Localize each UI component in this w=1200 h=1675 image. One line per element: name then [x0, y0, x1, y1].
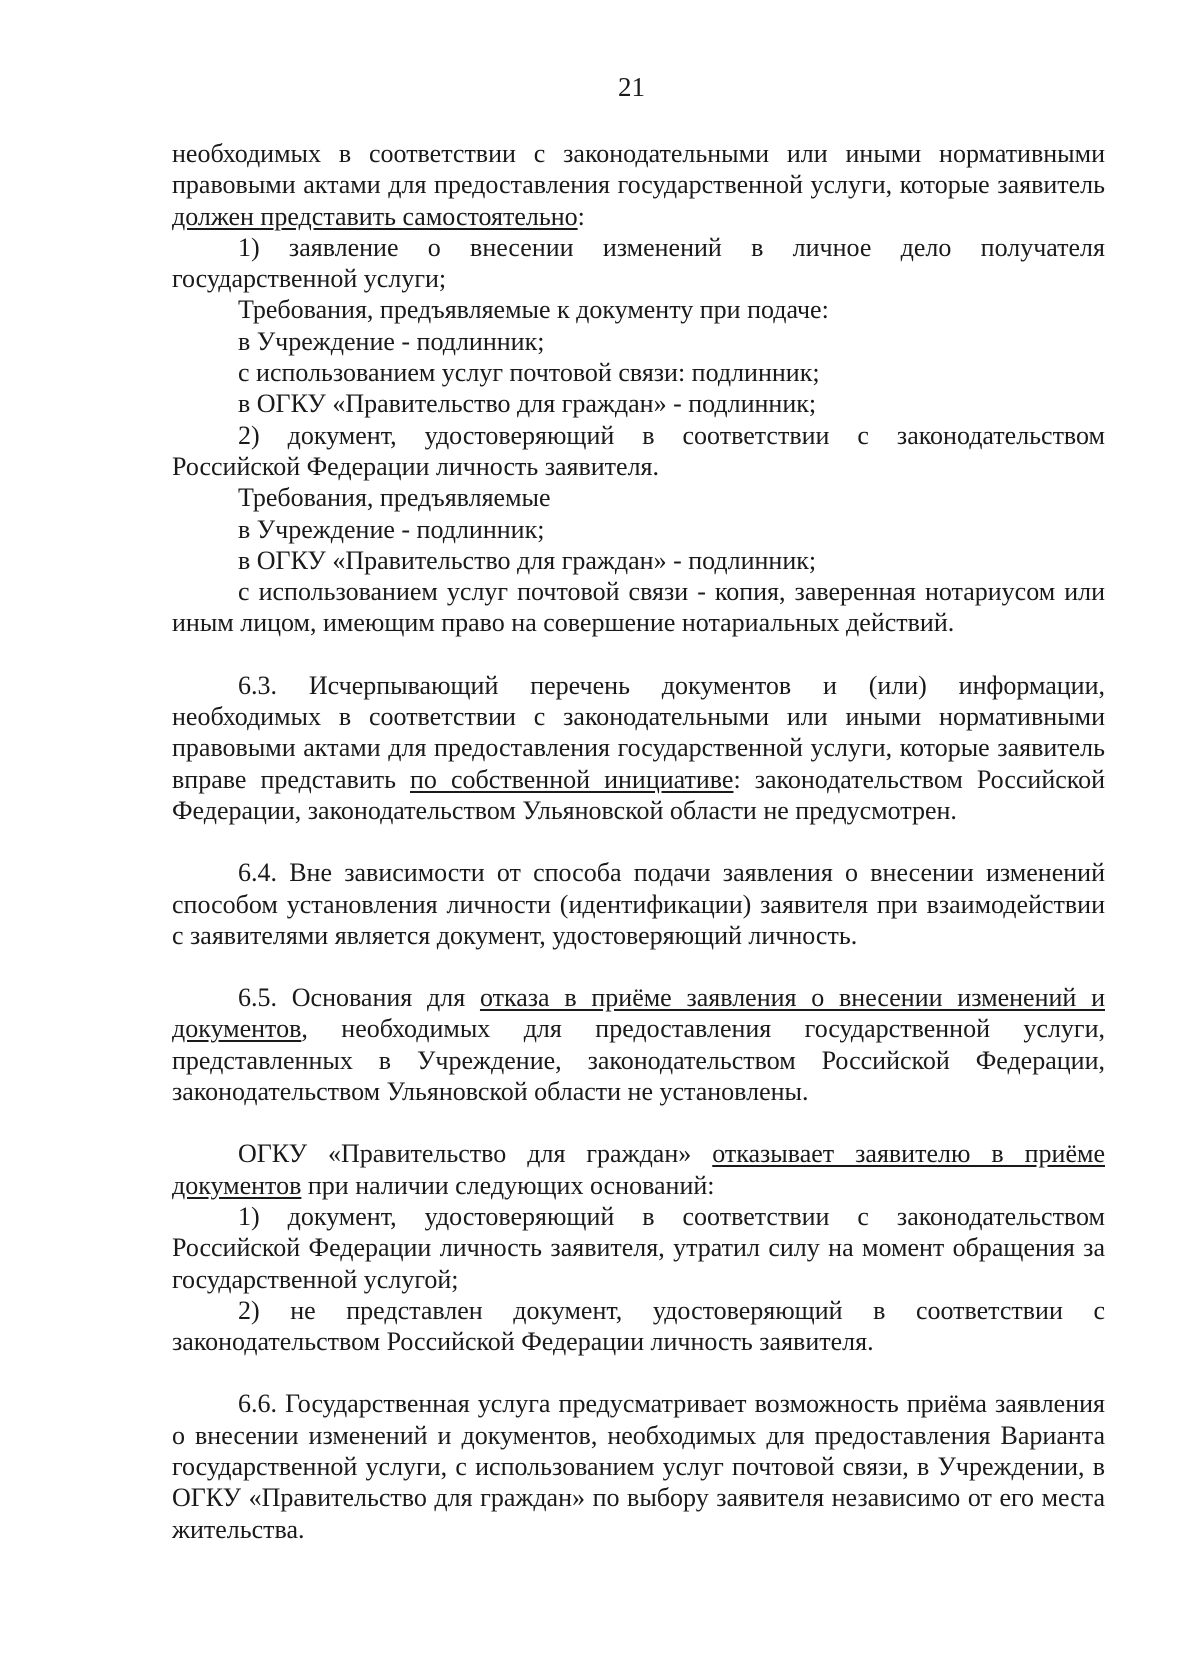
paragraph: [172, 1138, 1105, 1201]
list-item: 2) документ, удостоверяющий в соответствии с законодательством Российской Федерации личность заявителя.: [172, 420, 1105, 481]
paragraph: в ОГКУ «Правительство для граждан» - подлинник;: [238, 389, 817, 419]
list-item: 2) не представлен документ, удостоверяющий в соответствии с законодательством Российской Федерации личность заявителя.: [172, 1295, 1105, 1357]
underlined-text: отказа в приёме заявления о внесении изменений и документов: [172, 983, 1105, 1044]
paragraph-text: ОГКУ «Правительство для граждан»: [238, 1139, 692, 1169]
paragraph: в Учреждение - подлинник;: [238, 514, 545, 544]
section-6-5: [172, 982, 1105, 1107]
section-6-3: [172, 670, 1105, 826]
underlined-text: по собственной инициативе: [410, 764, 734, 794]
paragraph: в ОГКУ «Правительство для граждан» - подлинник;: [238, 545, 817, 575]
paragraph: Требования, предъявляемые: [238, 483, 551, 513]
list-item: 1) документ, удостоверяющий в соответствии с законодательством Российской Федерации личность заявителя, утратил силу на момент обращения за государственной услугой;: [172, 1201, 1105, 1294]
paragraph-text: 6.5. Основания для: [238, 983, 466, 1013]
paragraph: Требования, предъявляемые к документу при подаче:: [238, 295, 829, 325]
document-body: [172, 138, 1105, 1545]
section-6-4: 6.4. Вне зависимости от способа подачи заявления о внесении изменений способом установления личности (идентификации) заявителя при взаимодействии с заявителями является документ, удостоверяющий личность.: [172, 858, 1105, 950]
paragraph: [172, 138, 1105, 232]
paragraph-text: :: [577, 201, 585, 231]
underlined-text: должен представить самостоятельно: [172, 201, 578, 231]
underlined-text: отказывает заявителю в приёме документов: [172, 1139, 1105, 1200]
paragraph-text: 6.3. Исчерпывающий перечень документов и (или) информации, необходимых в соответствии с законодательными или иными нормативными правовыми актами для предоставления государственной услуги, которые заявитель вправе представить: [172, 670, 1105, 794]
page-number: 21: [618, 72, 645, 102]
paragraph: в Учреждение - подлинник;: [238, 326, 545, 356]
paragraph-text: : законодательством Российской Федерации, законодательством Ульяновской области не предусмотрен.: [172, 764, 1105, 825]
paragraph-text: при наличии следующих оснований:: [307, 1170, 715, 1200]
paragraph: с использованием услуг почтовой связи - копия, заверенная нотариусом или иным лицом, имеющим право на совершение нотариальных действий.: [172, 577, 1105, 638]
paragraph-text: , необходимых для предоставления государственной услуги, представленных в Учреждение, законодательством Российской Федерации, законодательством Ульяновской области не установлены.: [172, 1014, 1105, 1107]
paragraph: с использованием услуг почтовой связи: подлинник;: [238, 358, 820, 388]
section-6-6: 6.6. Государственная услуга предусматривает возможность приёма заявления о внесении изменений и документов, необходимых для предоставления Варианта государственной услуги, с использованием услуг почтовой связи, в Учреждении, в ОГКУ «Правительство для граждан» по выбору заявителя независимо от его места жительства.: [172, 1389, 1105, 1544]
list-item: 1) заявление о внесении изменений в личное дело получателя государственной услуги;: [172, 232, 1105, 294]
paragraph-text: необходимых в соответствии с законодательными или иными нормативными правовыми актами для предоставления государственной услуги, которые заявитель: [172, 139, 1105, 200]
